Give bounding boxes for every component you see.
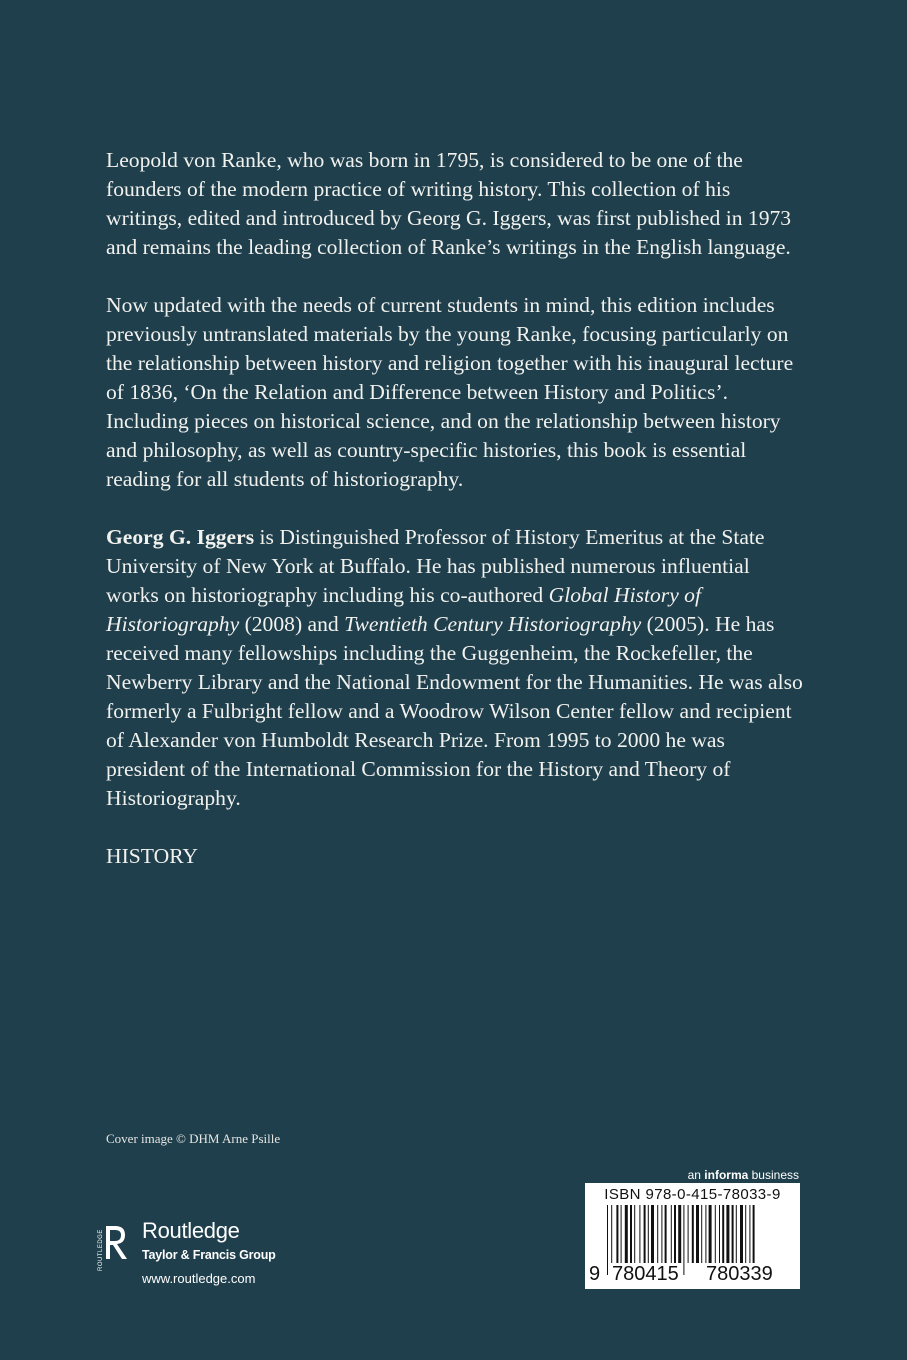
barcode-bar xyxy=(692,1205,694,1263)
barcode-bar xyxy=(644,1205,646,1263)
barcode-bar xyxy=(648,1205,649,1263)
routledge-r-glyph xyxy=(106,1226,127,1259)
barcode-bar xyxy=(634,1205,635,1263)
barcode-bar xyxy=(651,1205,654,1263)
author-name: Georg G. Iggers xyxy=(106,525,255,549)
barcode-bar xyxy=(701,1205,702,1263)
author-bio-text-1: is Distinguished Professor of History Emeritus at the State University of New York at Buffalo. He has published numerous influential works on historiography including his co-authored xyxy=(106,525,765,607)
author-bio-text-3: (2005). He has received many fellowships including the Guggenheim, the Rockefeller, the Newberry Library and the National Endowment for the Humanities. He was also formerly a Fulbright fellow and a Woodrow Wilson Center fellow and recipient of Alexander von Humboldt Research Prize. From 1995 to 2000 he was president of the International Commission for the History and Theory of Historiography. xyxy=(106,612,803,810)
routledge-logo xyxy=(96,1216,286,1290)
barcode-bar xyxy=(726,1205,729,1263)
barcode-bar xyxy=(696,1205,699,1263)
barcode-bar xyxy=(745,1205,746,1263)
category-label: HISTORY xyxy=(106,844,198,868)
informa-suffix: business xyxy=(748,1168,799,1182)
back-cover-blurb xyxy=(106,146,806,900)
barcode-bar xyxy=(722,1205,724,1263)
barcode-bar xyxy=(674,1205,676,1263)
barcode-bar xyxy=(736,1205,737,1263)
barcode-bar xyxy=(688,1205,689,1263)
barcode-bar xyxy=(665,1205,667,1263)
barcode-bar xyxy=(616,1205,618,1263)
barcode-bar xyxy=(621,1205,622,1263)
barcode-digits xyxy=(585,1263,800,1289)
book-title-2: Twentieth Century Historiography xyxy=(344,612,642,636)
book-title-1: Global History of Historiography xyxy=(106,583,701,636)
isbn-number: ISBN 978-0-415-78033-9 xyxy=(604,1186,781,1203)
barcode-bar xyxy=(661,1205,662,1263)
barcode-bar xyxy=(705,1205,706,1263)
barcode-bar xyxy=(715,1205,716,1263)
barcode-bar xyxy=(630,1205,632,1263)
barcode-right-group: 780339 xyxy=(706,1263,773,1285)
barcode-bar xyxy=(657,1205,658,1263)
informa-tagline xyxy=(688,1168,799,1182)
barcode-bar xyxy=(639,1205,640,1263)
barcode-lead-digit: 9 xyxy=(589,1263,601,1285)
blurb-paragraph-1: Leopold von Ranke, who was born in 1795, is considered to be one of the founders of the modern practice of writing history. This collection of his writings, edited and introduced by Georg G. Iggers, was first published in 1973 and remains the leading collection of Ranke’s writings in the English language. xyxy=(106,148,792,259)
barcode-bar xyxy=(709,1205,712,1263)
publisher-group: Taylor & Francis Group xyxy=(142,1248,276,1262)
routledge-vertical-mark: ROUTLEDGE xyxy=(98,1229,104,1271)
informa-brand: informa xyxy=(704,1168,749,1182)
author-bio xyxy=(106,523,806,813)
barcode-bar xyxy=(625,1205,628,1263)
barcode-bar xyxy=(678,1205,681,1263)
author-bio-text-2: (2008) and xyxy=(239,612,345,636)
barcode-bar xyxy=(732,1205,734,1263)
barcode-left-group: 780415 xyxy=(612,1263,679,1285)
routledge-r-icon xyxy=(96,1216,132,1272)
publisher-url: www.routledge.com xyxy=(142,1271,256,1286)
barcode-bar xyxy=(719,1205,720,1263)
cover-image-credit: Cover image © DHM Arne Psille xyxy=(106,1131,281,1146)
barcode-bar xyxy=(671,1205,672,1263)
informa-prefix: an xyxy=(687,1168,705,1182)
publisher-name: Routledge xyxy=(142,1218,240,1243)
blurb-paragraph-2: Now updated with the needs of current students in mind, this edition includes previously untranslated materials by the young Ranke, focusing particularly on the relationship between history and religion together with his inaugural lecture of 1836, ‘On the Relation and Difference between History and Politics’. Including pieces on historical science, and on the relationship between history and philosophy, as well as country-specific histories, this book is essential reading for all students of historiography. xyxy=(106,293,794,491)
barcode-bar xyxy=(740,1205,743,1263)
isbn-barcode xyxy=(585,1183,800,1289)
